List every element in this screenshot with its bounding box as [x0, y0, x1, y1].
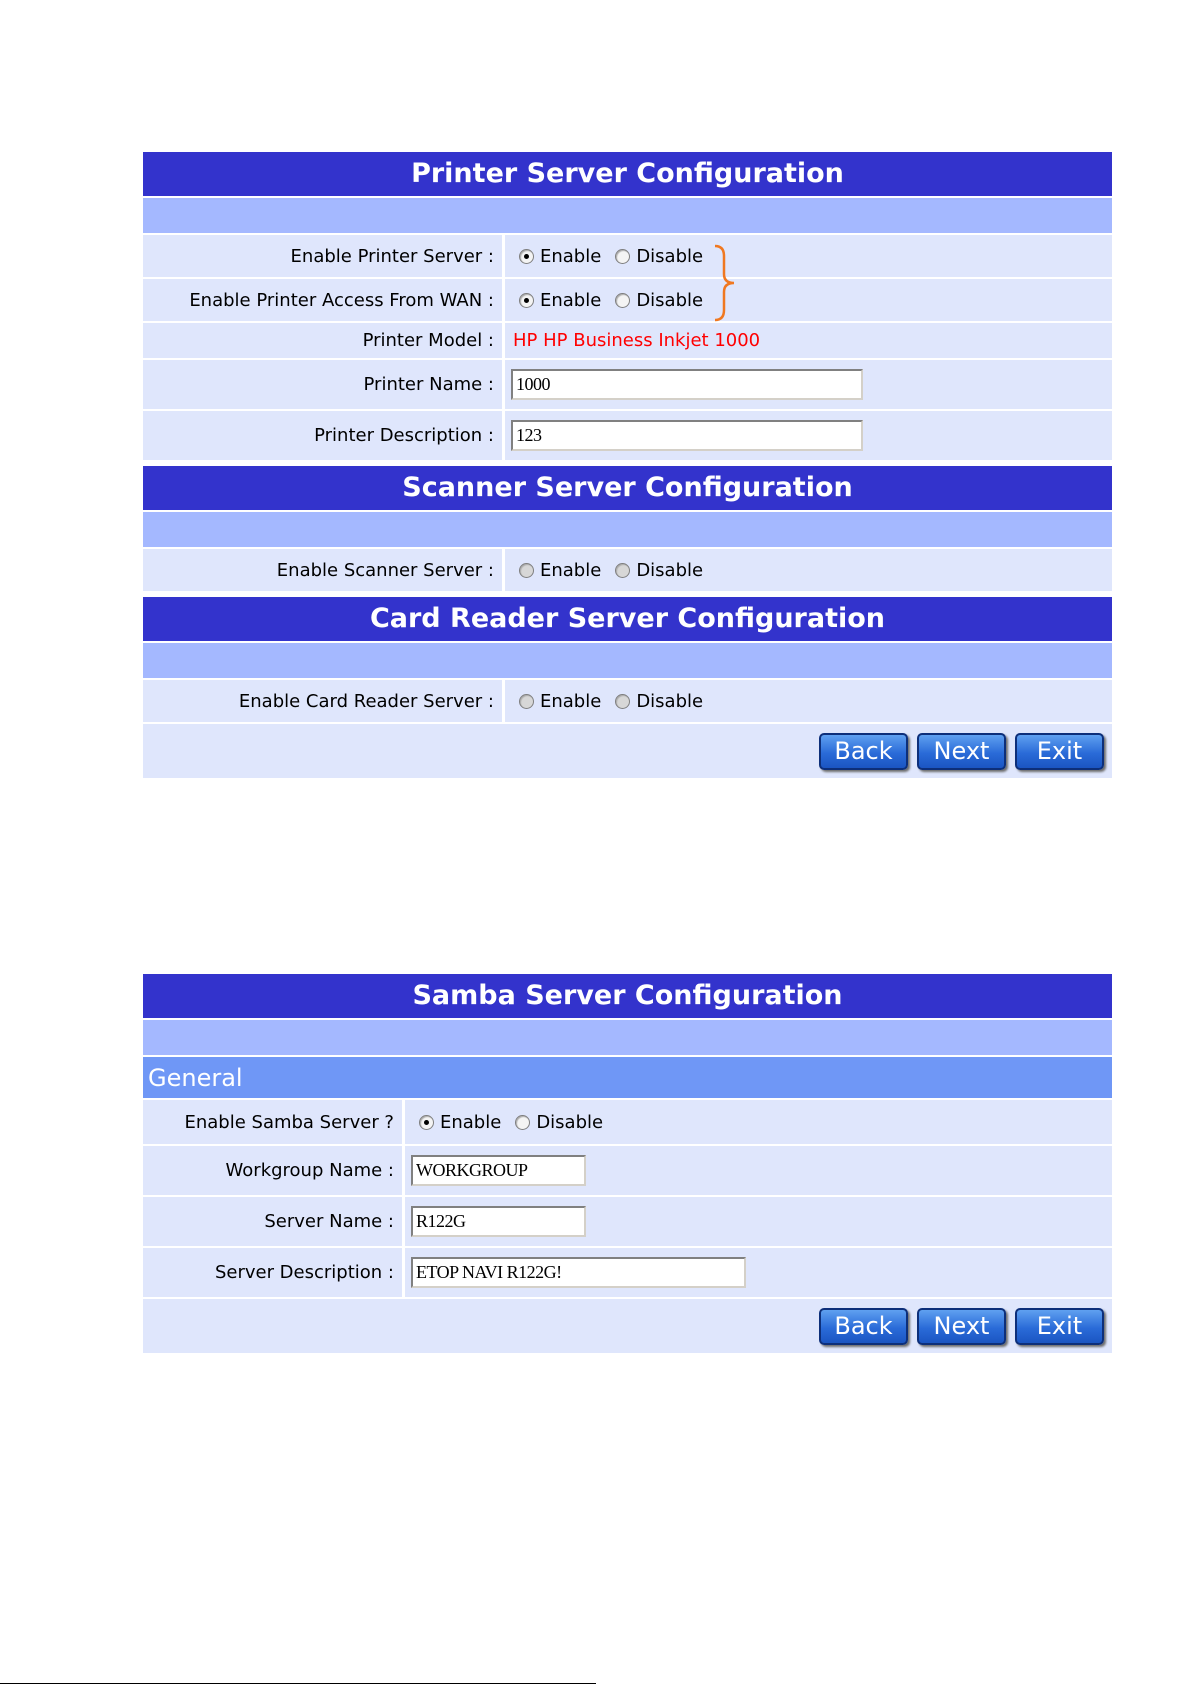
printer-model-value: HP HP Business Inkjet 1000: [513, 330, 761, 351]
cardreader-disable-radio[interactable]: [615, 694, 630, 709]
cardreader-enable-label: Enable: [540, 690, 602, 712]
exit-button[interactable]: Exit: [1015, 733, 1104, 770]
scanner-disable-radio[interactable]: [615, 563, 630, 578]
server-desc-cell: [405, 1248, 1112, 1297]
printer-model-label: Printer Model :: [143, 323, 505, 358]
cardreader-config-title: Card Reader Server Configuration: [143, 597, 1112, 643]
samba-exit-button[interactable]: Exit: [1015, 1308, 1104, 1345]
scanner-disable-label: Disable: [636, 559, 704, 581]
scanner-enable-radio[interactable]: [519, 563, 534, 578]
row-printer-wan: [143, 279, 1112, 323]
wan-enable-label: Enable: [540, 289, 602, 311]
enable-samba-label: Enable Samba Server ?: [143, 1100, 405, 1144]
samba-next-button[interactable]: Next: [917, 1308, 1006, 1345]
workgroup-cell: [405, 1146, 1112, 1195]
enable-printer-label: Enable Printer Server :: [143, 235, 505, 277]
printer-disable-radio[interactable]: [615, 249, 630, 264]
enable-scanner-label: Enable Scanner Server :: [143, 549, 505, 591]
printer-wan-label: Enable Printer Access From WAN :: [143, 279, 505, 321]
printer-config-panel: [143, 152, 1112, 778]
back-button[interactable]: Back: [819, 733, 908, 770]
enable-printer-options: [505, 235, 1112, 277]
row-workgroup: [143, 1146, 1112, 1197]
printer-spacer: [143, 198, 1112, 235]
samba-enable-label: Enable: [440, 1111, 502, 1133]
row-server-desc: [143, 1248, 1112, 1299]
enable-cardreader-options: [505, 680, 1112, 722]
server-desc-label: Server Description :: [143, 1248, 405, 1297]
scanner-spacer: [143, 512, 1112, 549]
cardreader-disable-label: Disable: [636, 690, 704, 712]
row-enable-scanner: [143, 549, 1112, 593]
samba-general-header: General: [143, 1057, 1112, 1100]
scanner-enable-label: Enable: [540, 559, 602, 581]
wan-enable-radio[interactable]: [519, 293, 534, 308]
printer-model-value-cell: [505, 323, 1112, 358]
row-printer-model: [143, 323, 1112, 360]
footer-divider: [0, 1683, 596, 1684]
row-enable-samba: [143, 1100, 1112, 1146]
next-button[interactable]: Next: [917, 733, 1006, 770]
printer-name-input[interactable]: 1000: [511, 369, 863, 400]
samba-config-title: Samba Server Configuration: [143, 974, 1112, 1020]
printer-button-bar: [143, 724, 1112, 778]
samba-disable-label: Disable: [536, 1111, 604, 1133]
cardreader-spacer: [143, 643, 1112, 680]
printer-name-label: Printer Name :: [143, 360, 505, 409]
workgroup-label: Workgroup Name :: [143, 1146, 405, 1195]
printer-desc-cell: [505, 411, 1112, 460]
server-name-label: Server Name :: [143, 1197, 405, 1246]
printer-desc-label: Printer Description :: [143, 411, 505, 460]
printer-disable-label: Disable: [636, 245, 704, 267]
server-name-input[interactable]: R122G: [411, 1206, 586, 1237]
printer-name-cell: [505, 360, 1112, 409]
row-enable-printer: [143, 235, 1112, 279]
row-printer-desc: [143, 411, 1112, 462]
samba-back-button[interactable]: Back: [819, 1308, 908, 1345]
enable-cardreader-label: Enable Card Reader Server :: [143, 680, 505, 722]
samba-config-panel: [143, 974, 1112, 1353]
row-enable-cardreader: [143, 680, 1112, 724]
printer-enable-label: Enable: [540, 245, 602, 267]
workgroup-input[interactable]: WORKGROUP: [411, 1155, 586, 1186]
printer-wan-options: [505, 279, 1112, 321]
printer-desc-input[interactable]: 123: [511, 420, 863, 451]
wan-disable-label: Disable: [636, 289, 704, 311]
samba-enable-radio[interactable]: [419, 1115, 434, 1130]
samba-disable-radio[interactable]: [515, 1115, 530, 1130]
row-printer-name: [143, 360, 1112, 411]
printer-enable-radio[interactable]: [519, 249, 534, 264]
samba-button-bar: [143, 1299, 1112, 1353]
cardreader-enable-radio[interactable]: [519, 694, 534, 709]
scanner-config-title: Scanner Server Configuration: [143, 466, 1112, 512]
wan-disable-radio[interactable]: [615, 293, 630, 308]
enable-scanner-options: [505, 549, 1112, 591]
server-desc-input[interactable]: ETOP NAVI R122G!: [411, 1257, 746, 1288]
samba-spacer: [143, 1020, 1112, 1057]
row-server-name: [143, 1197, 1112, 1248]
server-name-cell: [405, 1197, 1112, 1246]
enable-samba-options: [405, 1100, 1112, 1144]
annotation-brace-icon: [712, 244, 738, 322]
printer-config-title: Printer Server Configuration: [143, 152, 1112, 198]
